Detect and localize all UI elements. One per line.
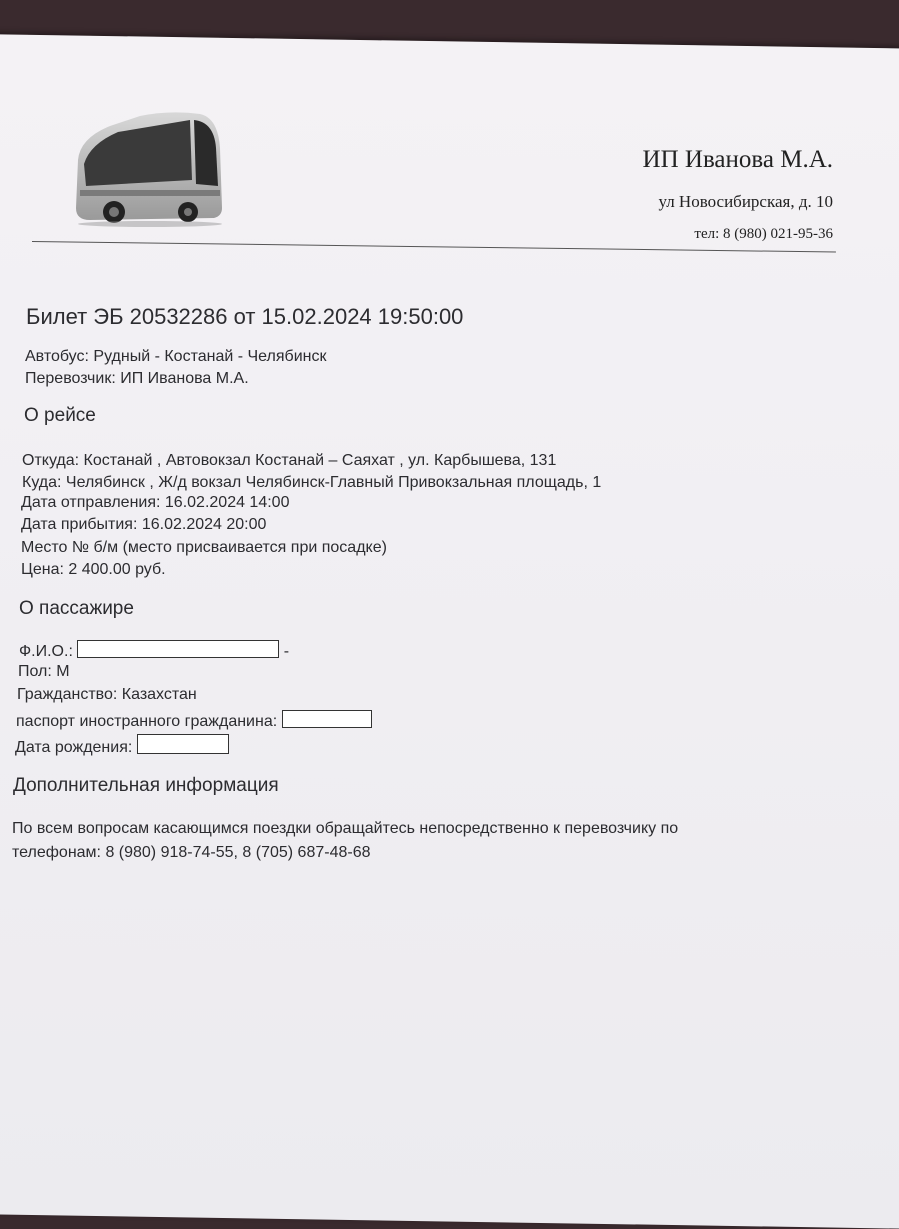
passport-label: паспорт иностранного гражданина: <box>16 713 278 730</box>
fio-suffix: - <box>283 643 290 660</box>
extra-line-1: По всем вопросам касающимся поездки обращайтесь непосредственно к перевозчику по <box>12 820 679 837</box>
company-address: ул Новосибирская, д. 10 <box>658 192 833 211</box>
passenger-passport <box>16 710 372 731</box>
extra-heading: Дополнительная информация <box>13 775 279 796</box>
passport-redaction <box>282 710 372 728</box>
fio-redaction <box>77 640 279 658</box>
passenger-birthdate <box>15 734 229 757</box>
passenger-fio <box>19 640 289 661</box>
bus-route: Автобус: Рудный - Костанай - Челябинск <box>25 348 327 365</box>
birthdate-redaction <box>137 734 229 754</box>
carrier: Перевозчик: ИП Иванова М.А. <box>25 370 249 387</box>
trip-departure: Дата отправления: 16.02.2024 14:00 <box>21 494 290 511</box>
bus-icon <box>70 108 226 228</box>
ticket-title: Билет ЭБ 20532286 от 15.02.2024 19:50:00 <box>26 304 464 329</box>
trip-price: Цена: 2 400.00 руб. <box>21 561 166 578</box>
passenger-heading: О пассажире <box>19 598 134 619</box>
extra-line-2: телефонам: 8 (980) 918-74-55, 8 (705) 687-48-68 <box>12 844 371 861</box>
company-name: ИП Иванова М.А. <box>642 146 833 173</box>
trip-seat: Место № б/м (место присваивается при посадке) <box>21 539 387 556</box>
fio-label: Ф.И.О.: <box>19 643 73 660</box>
passenger-citizenship: Гражданство: Казахстан <box>17 686 197 703</box>
passenger-sex: Пол: М <box>18 663 70 680</box>
birth-label: Дата рождения: <box>15 739 133 756</box>
trip-arrival: Дата прибытия: 16.02.2024 20:00 <box>21 516 267 533</box>
trip-to: Куда: Челябинск , Ж/д вокзал Челябинск-Главный Привокзальная площадь, 1 <box>22 474 602 491</box>
trip-heading: О рейсе <box>24 405 96 426</box>
company-phone: тел: 8 (980) 021-95-36 <box>694 226 833 242</box>
trip-from: Откуда: Костанай , Автовокзал Костанай – Саяхат , ул. Карбышева, 131 <box>22 452 557 469</box>
